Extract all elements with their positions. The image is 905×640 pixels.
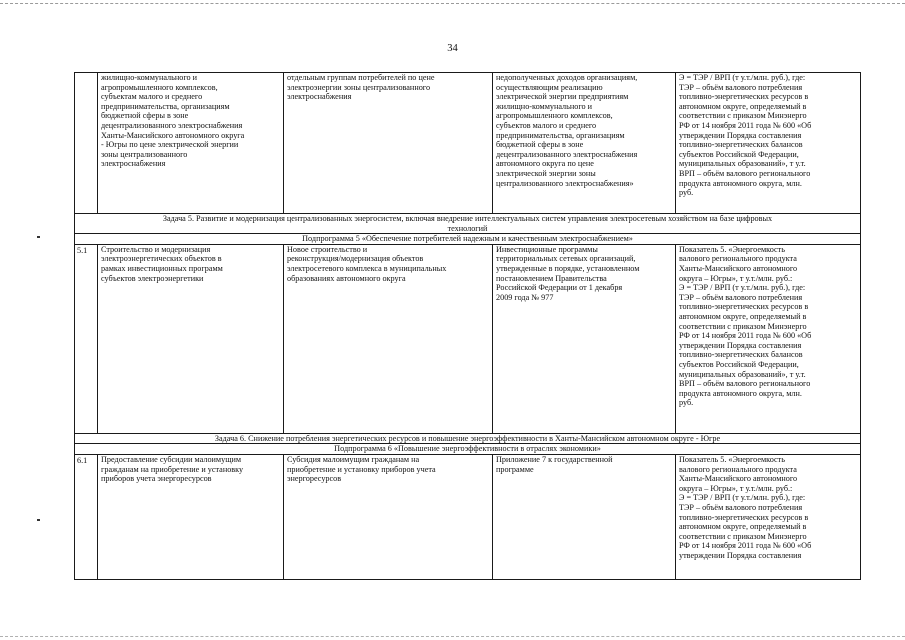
scan-speck [37, 519, 40, 521]
scan-edge-top [0, 3, 905, 4]
indicator-cell: Э = ТЭР / ВРП (т у.т./млн. руб.), где: ТЭР – объём валового потребления топливно-энергетических ресурсов в автономном округе, определяемый в соответствии с приказом Минэнерго РФ от 14 ноября 2011 года № 600 «Об утверждении Порядка составления топливно-энергетических балансов субъектов Российской Федерации, муниципальных образований», т у.т. ВРП – объём валового регионального продукта автономного округа, млн. руб. [676, 73, 861, 214]
task-row [75, 433, 861, 444]
indicator-cell: Показатель 5. «Энергоемкость валового регионального продукта Ханты-Мансийского автономного округа – Югры», т у.т./млн. руб.: Э = ТЭР / ВРП (т у.т./млн. руб.), где: ТЭР – объём валового потребления топливно-энергетических ресурсов в автономном округе, определяемый в соответствии с приказом Минэнерго РФ от 14 ноября 2011 года № 600 «Об утверждении Порядка составления [676, 454, 861, 579]
subprogram-row [75, 234, 861, 245]
row-number [75, 73, 98, 214]
table-row [75, 73, 861, 214]
scan-edge-bottom [0, 636, 905, 637]
table-row [75, 454, 861, 579]
measure-content-cell: Субсидия малоимущим гражданам на приобретение и установку приборов учета энергоресурсов [284, 454, 493, 579]
program-measures-table [74, 72, 861, 580]
subprogram-row [75, 444, 861, 455]
measure-name-cell: жилищно-коммунального и агропромышленного комплексов, субъектам малого и среднего предпринимательства, организациям бюджетной сферы в зоне децентрализованного электроснабжения Ханты-Мансийского автономного округа - Югры по цене электрической энергии зоны централизованного электроснабжения [98, 73, 284, 214]
row-number: 5.1 [75, 244, 98, 433]
scan-speck [37, 236, 40, 238]
row-number: 6.1 [75, 454, 98, 579]
measure-name-cell: Строительство и модернизация электроэнергетических объектов в рамках инвестиционных программ субъектов электроэнергетики [98, 244, 284, 433]
legal-basis-cell: Приложение 7 к государственной программе [493, 454, 676, 579]
task-row [75, 214, 861, 234]
legal-basis-cell: недополученных доходов организациям, осуществляющим реализацию электрической энергии предприятиям жилищно-коммунального и агропромышленного комплексов, субъектов малого и среднего предпринимательства, организациям бюджетной сферы в зоне децентрализованного электроснабжения автономного округа по цене электрической энергии зоны централизованного электроснабжения» [493, 73, 676, 214]
page-number: 34 [447, 43, 458, 54]
measure-content-cell: Новое строительство и реконструкция/модернизация объектов электросетевого комплекса в муниципальных образованиях автономного округа [284, 244, 493, 433]
measure-content-cell: отдельным группам потребителей по цене электроэнергии зоны централизованного электроснабжения [284, 73, 493, 214]
indicator-cell: Показатель 5. «Энергоемкость валового регионального продукта Ханты-Мансийского автономного округа – Югры», т у.т./млн. руб.: Э = ТЭР / ВРП (т у.т./млн. руб.), где: ТЭР – объём валового потребления топливно-энергетических ресурсов в автономном округе, определяемый в соответствии с приказом Минэнерго РФ от 14 ноября 2011 года № 600 «Об утверждении Порядка составления топливно-энергетических балансов субъектов Российской Федерации, муниципальных образований», т у.т. ВРП – объём валового регионального продукта автономного округа, млн. руб. [676, 244, 861, 433]
legal-basis-cell: Инвестиционные программы территориальных сетевых организаций, утвержденные в порядке, установленном постановлением Правительства Российской Федерации от 1 декабря 2009 года № 977 [493, 244, 676, 433]
subprogram-5-heading: Подпрограмма 5 «Обеспечение потребителей надежным и качественным электроснабжением» [75, 234, 861, 245]
task-6-heading: Задача 6. Снижение потребления энергетических ресурсов и повышение энергоэффективности в Ханты-Мансийском автономном округе - Югре [75, 433, 861, 444]
subprogram-6-heading: Подпрограмма 6 «Повышение энергоэффективности в отраслях экономики» [75, 444, 861, 455]
task-5-heading: Задача 5. Развитие и модернизация централизованных энергосистем, включая внедрение интеллектуальных систем управления электросетевым хозяйством на базе цифровых технологий [75, 214, 861, 234]
table-row [75, 244, 861, 433]
measure-name-cell: Предоставление субсидии малоимущим гражданам на приобретение и установку приборов учета энергоресурсов [98, 454, 284, 579]
